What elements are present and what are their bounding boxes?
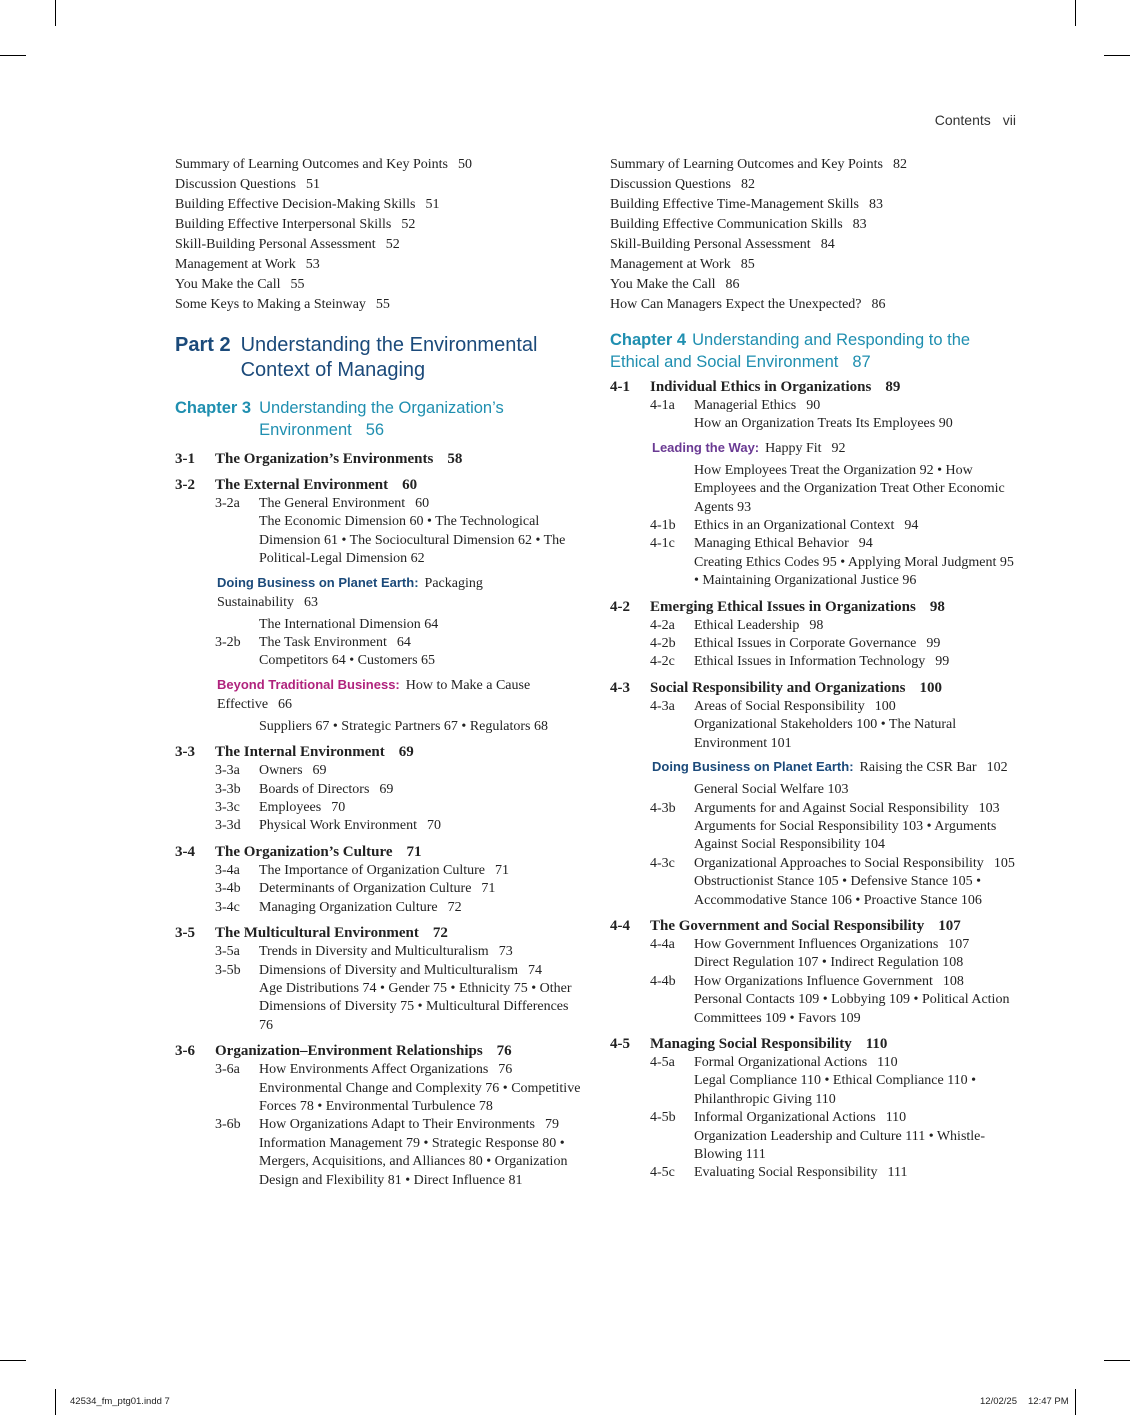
toc-subsection bbox=[650, 1109, 1020, 1127]
toc-line bbox=[175, 215, 585, 235]
subsection-page: 110 bbox=[885, 1110, 907, 1126]
entry-page: 53 bbox=[305, 257, 320, 272]
subsection-page: 99 bbox=[926, 636, 941, 652]
feature-page: 92 bbox=[831, 440, 846, 456]
entry-title: Discussion Questions bbox=[610, 177, 731, 192]
subsection-title: Arguments for and Against Social Responsibility bbox=[694, 800, 969, 816]
toc-section bbox=[610, 597, 1020, 617]
toc-left-column bbox=[175, 155, 585, 1190]
subsection-page: 64 bbox=[396, 635, 411, 651]
subsection-title: Formal Organizational Actions bbox=[694, 1054, 868, 1070]
feature-box bbox=[217, 675, 585, 714]
subsection-list bbox=[650, 698, 1020, 910]
toc-subsection bbox=[215, 880, 585, 898]
toc-section bbox=[175, 475, 585, 495]
entry-page: 86 bbox=[725, 277, 740, 292]
subsection-title: How Government Influences Organizations bbox=[694, 936, 939, 952]
section-title: The Organization’s Environments bbox=[215, 451, 434, 467]
subsection-number: 4-3c bbox=[650, 855, 675, 871]
subsection-number: 4-5a bbox=[650, 1054, 675, 1070]
crop-mark bbox=[55, 1389, 56, 1415]
subsection-number: 4-2a bbox=[650, 617, 675, 633]
section-title: Managing Social Responsibility bbox=[650, 1035, 852, 1052]
footer-date: 12/02/25 bbox=[980, 1396, 1017, 1407]
subsection-number: 4-5c bbox=[650, 1165, 675, 1181]
section-page: 71 bbox=[406, 843, 422, 860]
subsection-title: Ethical Issues in Corporate Governance bbox=[694, 636, 917, 652]
subsection-list bbox=[650, 1054, 1020, 1183]
subsection-list bbox=[215, 862, 585, 917]
chapter-page: 87 bbox=[852, 353, 871, 371]
subsection-title: Ethical Issues in Information Technology bbox=[694, 654, 926, 670]
subsection-page: 72 bbox=[447, 899, 462, 915]
toc-line bbox=[175, 295, 585, 315]
section-page: 72 bbox=[432, 925, 448, 942]
toc-subsection bbox=[650, 800, 1020, 818]
feature-title: How to Make a Cause Effective bbox=[217, 677, 531, 712]
subsection-title: The General Environment bbox=[259, 496, 406, 511]
toc-subsection bbox=[215, 634, 585, 652]
toc-subsection bbox=[650, 653, 1020, 671]
entry-title: Building Effective Interpersonal Skills bbox=[175, 217, 392, 232]
subsection-number: 4-1c bbox=[650, 536, 675, 552]
toc-line bbox=[175, 175, 585, 195]
section-title: The Government and Social Responsibility bbox=[650, 917, 925, 934]
subsection-title: Organizational Approaches to Social Responsibility bbox=[694, 855, 984, 871]
subsection-title: Managerial Ethics bbox=[694, 398, 797, 413]
part-title: Understanding the Environmental Context of Managing bbox=[240, 334, 538, 381]
subsection-list bbox=[215, 762, 585, 836]
subsection-title: The Task Environment bbox=[259, 635, 387, 651]
topic-detail: Direct Regulation 107 • Indirect Regulation 108 bbox=[694, 955, 964, 971]
subsection-title: Trends in Diversity and Multiculturalism bbox=[259, 944, 489, 960]
entry-title: Summary of Learning Outcomes and Key Points bbox=[610, 157, 883, 172]
subsection-page: 73 bbox=[498, 944, 513, 960]
subsection-title: Evaluating Social Responsibility bbox=[694, 1165, 878, 1181]
entry-page: 82 bbox=[892, 157, 907, 172]
toc-line bbox=[175, 235, 585, 255]
subsection-number: 3-3d bbox=[215, 818, 241, 834]
subsection-title: Managing Ethical Behavior bbox=[694, 536, 849, 552]
topic-detail: The Economic Dimension 60 • The Technological Dimension 61 • The Sociocultural Dimension 62 • The Political-Legal Dimension 62 bbox=[259, 514, 566, 567]
entry-title: Building Effective Communication Skills bbox=[610, 217, 843, 232]
subsection-title: How Environments Affect Organizations bbox=[259, 1062, 489, 1078]
toc-line bbox=[610, 215, 1020, 235]
toc-subsection bbox=[650, 1054, 1020, 1072]
toc-section bbox=[610, 1034, 1020, 1054]
subsection-list bbox=[650, 936, 1020, 1028]
section-page: 107 bbox=[938, 917, 961, 934]
toc-line bbox=[175, 195, 585, 215]
subsection-number: 4-1a bbox=[650, 398, 675, 413]
subsection-page: 70 bbox=[331, 800, 346, 816]
topic-detail: Arguments for Social Responsibility 103 • Arguments Against Social Responsibility 104 bbox=[694, 818, 997, 853]
toc-section bbox=[610, 678, 1020, 698]
subsection-number: 3-6b bbox=[215, 1117, 241, 1133]
front-items bbox=[610, 155, 1020, 315]
feature-box bbox=[652, 438, 1020, 458]
toc-section bbox=[175, 842, 585, 862]
toc-section bbox=[175, 923, 585, 943]
feature-page: 63 bbox=[304, 594, 318, 610]
subsection-number: 3-4c bbox=[215, 899, 240, 915]
section-page: 69 bbox=[398, 744, 414, 761]
front-items bbox=[175, 155, 585, 315]
section-page: 110 bbox=[865, 1035, 888, 1052]
subsection-number: 4-3a bbox=[650, 698, 675, 714]
subsection-page: 76 bbox=[498, 1062, 513, 1078]
entry-page: 84 bbox=[820, 237, 835, 252]
section-number: 4-4 bbox=[610, 917, 630, 934]
entry-page: 51 bbox=[425, 197, 440, 212]
topic-detail: Competitors 64 • Customers 65 bbox=[259, 653, 436, 669]
subsection-page: 94 bbox=[858, 536, 873, 552]
toc-section bbox=[175, 742, 585, 762]
section-number: 3-1 bbox=[175, 451, 195, 467]
chapter-heading bbox=[175, 397, 585, 441]
toc-line bbox=[610, 155, 1020, 175]
crop-mark bbox=[0, 1360, 26, 1361]
toc-subsection bbox=[215, 962, 585, 980]
entry-page: 55 bbox=[290, 277, 305, 292]
subsection-number: 3-3a bbox=[215, 763, 240, 779]
topic-detail: Personal Contacts 109 • Lobbying 109 • Political Action Committees 109 • Favors 109 bbox=[694, 992, 1010, 1026]
toc-subsection bbox=[215, 1116, 585, 1134]
feature-box bbox=[652, 757, 1020, 777]
subsection-title: Determinants of Organization Culture bbox=[259, 881, 472, 897]
subsection-title: Physical Work Environment bbox=[259, 818, 418, 834]
section-title: Emerging Ethical Issues in Organizations bbox=[650, 598, 916, 615]
entry-title: Some Keys to Making a Steinway bbox=[175, 297, 366, 312]
entry-title: You Make the Call bbox=[175, 277, 281, 292]
subsection-page: 110 bbox=[877, 1054, 898, 1070]
topic-detail: Age Distributions 74 • Gender 75 • Ethnicity 75 • Other Dimensions of Diversity 75 • Multicultural Differences 76 bbox=[259, 980, 572, 1033]
subsection-list bbox=[650, 397, 1020, 591]
toc-subsection bbox=[650, 397, 1020, 415]
toc-subsection bbox=[650, 617, 1020, 635]
crop-mark bbox=[1104, 1360, 1130, 1361]
section-title: Organization–Environment Relationships bbox=[215, 1043, 483, 1060]
subsection-list bbox=[215, 1061, 585, 1190]
section-title: The Organization’s Culture bbox=[215, 843, 393, 860]
section-number: 3-5 bbox=[175, 925, 195, 942]
subsection-title: The Importance of Organization Culture bbox=[259, 862, 485, 878]
entry-page: 55 bbox=[375, 297, 390, 312]
entry-title: Building Effective Time-Management Skills bbox=[610, 197, 859, 212]
section-number: 3-2 bbox=[175, 477, 195, 493]
toc-line bbox=[610, 195, 1020, 215]
toc-subsection bbox=[650, 517, 1020, 535]
toc-line bbox=[175, 155, 585, 175]
section-number: 4-1 bbox=[610, 379, 630, 395]
entry-title: Management at Work bbox=[610, 257, 731, 272]
subsection-page: 70 bbox=[427, 818, 442, 834]
chapter-title: Understanding and Responding to the Ethical and Social Environment bbox=[610, 331, 971, 371]
toc-subsection bbox=[215, 862, 585, 880]
toc-line bbox=[175, 275, 585, 295]
toc-subsection bbox=[215, 781, 585, 799]
section-page: 100 bbox=[919, 679, 942, 696]
topic-detail: Organization Leadership and Culture 111 • Whistle-Blowing 111 bbox=[694, 1128, 986, 1162]
subsection-number: 3-5b bbox=[215, 962, 241, 978]
section-page: 60 bbox=[402, 477, 418, 493]
toc-line bbox=[610, 275, 1020, 295]
toc-subsection bbox=[215, 495, 585, 513]
entry-page: 83 bbox=[869, 197, 883, 212]
entry-page: 85 bbox=[740, 257, 755, 272]
section-number: 4-5 bbox=[610, 1035, 630, 1052]
subsection-page: 90 bbox=[806, 398, 821, 413]
subsection-page: 111 bbox=[887, 1165, 908, 1181]
subsection-page: 71 bbox=[481, 881, 496, 897]
section-number: 3-6 bbox=[175, 1043, 195, 1060]
feature-page: 102 bbox=[986, 760, 1008, 776]
entry-page: 50 bbox=[457, 157, 472, 172]
page-number: vii bbox=[1002, 112, 1016, 128]
chapter-title: Understanding the Organization’s Environment bbox=[259, 399, 504, 439]
subsection-number: 3-3b bbox=[215, 781, 241, 797]
section-title: Social Responsibility and Organizations bbox=[650, 679, 906, 696]
topic-detail: How Employees Treat the Organization 92 • How Employees and the Organization Treat Other Economic Agents 93 bbox=[694, 462, 1005, 515]
subsection-title: Areas of Social Responsibility bbox=[694, 698, 865, 714]
subsection-title: Boards of Directors bbox=[259, 781, 370, 797]
subsection-title: Ethical Leadership bbox=[694, 617, 800, 633]
section-page: 89 bbox=[885, 379, 901, 395]
entry-page: 83 bbox=[852, 217, 867, 232]
topic-detail: Environmental Change and Complexity 76 • Competitive Forces 78 • Environmental Turbulence 78 bbox=[259, 1080, 581, 1114]
subsection-number: 3-6a bbox=[215, 1062, 240, 1078]
feature-title: Packaging Sustainability bbox=[217, 575, 483, 610]
toc-right-column bbox=[610, 155, 1020, 1183]
subsection-title: Ethics in an Organizational Context bbox=[694, 518, 895, 534]
toc-line bbox=[610, 175, 1020, 195]
subsection-title: How Organizations Influence Government bbox=[694, 973, 933, 989]
feature-label: Leading the Way: bbox=[652, 439, 760, 455]
subsection-title: Informal Organizational Actions bbox=[694, 1110, 876, 1126]
subsection-page: 108 bbox=[942, 973, 964, 989]
toc-line bbox=[175, 255, 585, 275]
section-number: 4-3 bbox=[610, 679, 630, 696]
subsection-title: Employees bbox=[259, 800, 322, 816]
subsection-list bbox=[650, 617, 1020, 672]
subsection-page: 107 bbox=[948, 936, 970, 952]
toc-subsection bbox=[215, 799, 585, 817]
topic-detail: Information Management 79 • Strategic Response 80 • Mergers, Acquisitions, and Alliances 80 • Organization Design and Flexibility 81 • Direct Influence 81 bbox=[259, 1135, 568, 1188]
subsection-number: 4-4b bbox=[650, 973, 676, 989]
subsection-page: 94 bbox=[904, 518, 919, 534]
subsection-number: 4-3b bbox=[650, 800, 676, 816]
entry-title: Management at Work bbox=[175, 257, 296, 272]
topic-detail: Suppliers 67 • Strategic Partners 67 • Regulators 68 bbox=[259, 718, 548, 734]
subsection-number: 4-2c bbox=[650, 654, 675, 670]
entry-page: 52 bbox=[401, 217, 416, 232]
feature-label: Beyond Traditional Business: bbox=[217, 676, 400, 692]
entry-title: Skill-Building Personal Assessment bbox=[610, 237, 811, 252]
toc-section bbox=[610, 377, 1020, 397]
footer-file: 42534_fm_ptg01.indd 7 bbox=[70, 1396, 170, 1407]
entry-page: 82 bbox=[740, 177, 755, 192]
topic-detail: The International Dimension 64 bbox=[259, 616, 439, 632]
subsection-number: 3-2b bbox=[215, 635, 241, 651]
toc-subsection bbox=[650, 698, 1020, 716]
subsection-number: 3-2a bbox=[215, 496, 240, 511]
toc-subsection bbox=[650, 535, 1020, 553]
toc-line bbox=[610, 235, 1020, 255]
subsection-page: 99 bbox=[935, 654, 950, 670]
toc-subsection bbox=[215, 762, 585, 780]
entry-title: How Can Managers Expect the Unexpected? bbox=[610, 297, 862, 312]
part-heading bbox=[175, 333, 585, 383]
toc-section bbox=[175, 1041, 585, 1061]
subsection-title: Dimensions of Diversity and Multiculturalism bbox=[259, 962, 518, 978]
entry-page: 51 bbox=[305, 177, 320, 192]
toc-subsection bbox=[215, 943, 585, 961]
section-page: 98 bbox=[929, 598, 945, 615]
feature-label: Doing Business on Planet Earth: bbox=[217, 574, 419, 590]
feature-page: 66 bbox=[278, 696, 293, 712]
subsection-title: Managing Organization Culture bbox=[259, 899, 438, 915]
subsection-number: 4-2b bbox=[650, 636, 676, 652]
entry-page: 86 bbox=[871, 297, 886, 312]
subsection-page: 69 bbox=[312, 763, 327, 779]
section-title: Individual Ethics in Organizations bbox=[650, 379, 872, 395]
subsection-page: 74 bbox=[527, 962, 542, 978]
subsection-page: 79 bbox=[544, 1117, 559, 1133]
toc-line bbox=[610, 295, 1020, 315]
toc-subsection bbox=[650, 1164, 1020, 1182]
toc-subsection bbox=[215, 899, 585, 917]
chapter-page: 56 bbox=[365, 421, 385, 439]
toc-section bbox=[610, 916, 1020, 936]
subsection-number: 4-1b bbox=[650, 518, 676, 534]
toc-line bbox=[610, 255, 1020, 275]
crop-mark bbox=[1075, 1389, 1076, 1415]
section-page: 76 bbox=[496, 1043, 512, 1060]
footer-time: 12:47 PM bbox=[1028, 1396, 1069, 1407]
toc-subsection bbox=[215, 1061, 585, 1079]
subsection-title: How Organizations Adapt to Their Environments bbox=[259, 1117, 535, 1133]
part-label: Part 2 bbox=[175, 334, 231, 356]
entry-title: Skill-Building Personal Assessment bbox=[175, 237, 376, 252]
entry-title: Summary of Learning Outcomes and Key Points bbox=[175, 157, 448, 172]
feature-box bbox=[217, 573, 585, 612]
subsection-number: 4-5b bbox=[650, 1110, 676, 1126]
subsection-page: 60 bbox=[415, 496, 430, 511]
chapter-label: Chapter 4 bbox=[610, 331, 687, 349]
crop-mark bbox=[55, 0, 56, 26]
topic-detail: How an Organization Treats Its Employees 90 bbox=[694, 416, 953, 432]
running-head-title: Contents bbox=[934, 112, 991, 128]
toc-subsection bbox=[650, 936, 1020, 954]
chapter-label: Chapter 3 bbox=[175, 399, 252, 417]
subsection-list bbox=[215, 495, 585, 736]
entry-title: Building Effective Decision-Making Skills bbox=[175, 197, 416, 212]
running-head bbox=[880, 112, 1016, 128]
feature-title: Happy Fit bbox=[765, 440, 822, 456]
subsection-number: 4-4a bbox=[650, 936, 675, 952]
section-number: 3-3 bbox=[175, 744, 195, 761]
subsection-title: Owners bbox=[259, 763, 303, 779]
crop-mark bbox=[1075, 0, 1076, 26]
topic-detail: Creating Ethics Codes 95 • Applying Moral Judgment 95 • Maintaining Organizational Justice 96 bbox=[694, 554, 1014, 589]
entry-title: Discussion Questions bbox=[175, 177, 296, 192]
section-title: The Internal Environment bbox=[215, 744, 385, 761]
section-title: The Multicultural Environment bbox=[215, 925, 419, 942]
entry-page: 52 bbox=[385, 237, 400, 252]
section-number: 3-4 bbox=[175, 843, 195, 860]
subsection-page: 103 bbox=[978, 800, 1000, 816]
subsection-page: 98 bbox=[809, 617, 824, 633]
toc-subsection bbox=[650, 635, 1020, 653]
toc-subsection bbox=[215, 817, 585, 835]
section-number: 4-2 bbox=[610, 598, 630, 615]
subsection-number: 3-4a bbox=[215, 862, 240, 878]
topic-detail: Organizational Stakeholders 100 • The Natural Environment 101 bbox=[694, 717, 957, 751]
subsection-page: 105 bbox=[993, 855, 1015, 871]
toc-subsection bbox=[650, 855, 1020, 873]
subsection-number: 3-3c bbox=[215, 800, 240, 816]
subsection-page: 69 bbox=[379, 781, 394, 797]
topic-detail: General Social Welfare 103 bbox=[694, 782, 849, 798]
toc-section bbox=[175, 449, 585, 469]
subsection-list bbox=[215, 943, 585, 1035]
section-page: 58 bbox=[447, 451, 463, 467]
subsection-page: 71 bbox=[495, 862, 509, 878]
topic-detail: Legal Compliance 110 • Ethical Compliance 110 • Philanthropic Giving 110 bbox=[694, 1073, 977, 1107]
section-title: The External Environment bbox=[215, 477, 389, 493]
chapter-heading bbox=[610, 329, 1020, 373]
crop-mark bbox=[1104, 55, 1130, 56]
toc-subsection bbox=[650, 973, 1020, 991]
feature-title: Raising the CSR Bar bbox=[859, 760, 977, 776]
entry-title: You Make the Call bbox=[610, 277, 716, 292]
subsection-number: 3-4b bbox=[215, 881, 241, 897]
crop-mark bbox=[0, 55, 26, 56]
subsection-number: 3-5a bbox=[215, 944, 240, 960]
topic-detail: Obstructionist Stance 105 • Defensive Stance 105 • Accommodative Stance 106 • Proactive Stance 106 bbox=[694, 874, 982, 908]
feature-label: Doing Business on Planet Earth: bbox=[652, 759, 854, 775]
subsection-page: 100 bbox=[874, 698, 896, 714]
